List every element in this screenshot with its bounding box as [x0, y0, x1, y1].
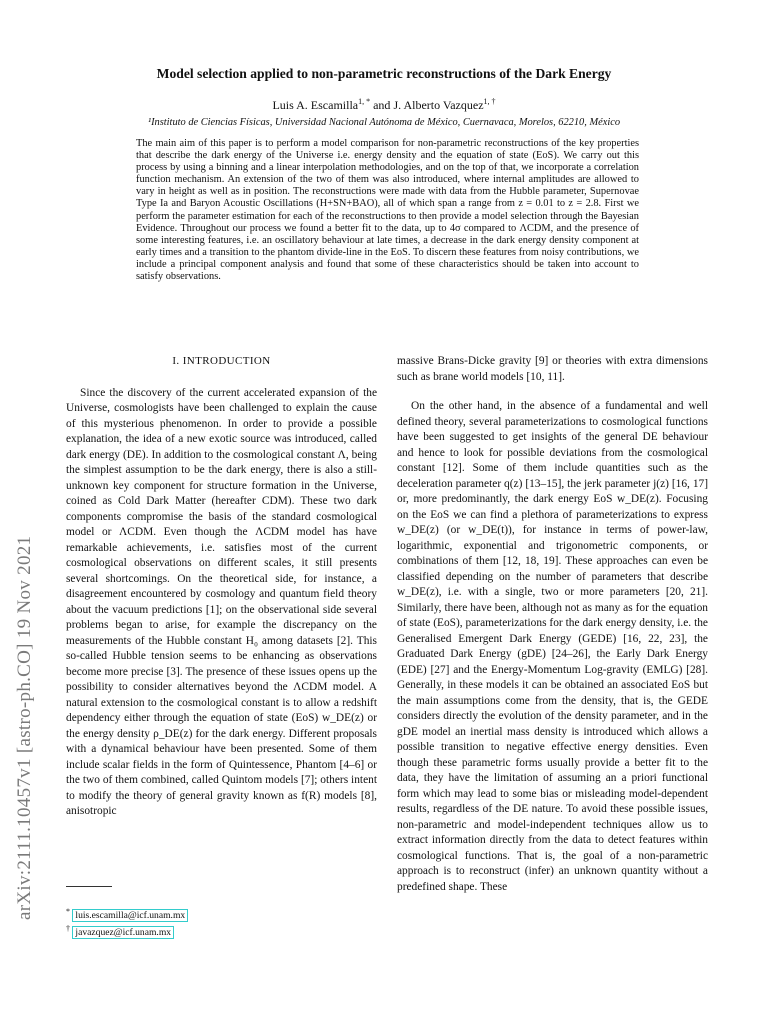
affiliation: ¹Instituto de Ciencias Físicas, Universidad Nacional Autónoma de México, Cuernavaca, Morelos, 62210, México [147, 117, 621, 128]
paragraph: On the other hand, in the absence of a fundamental and well defined theory, several parameterizations to cosmological functions have been suggested to get insights of the general DE behaviour and hence to look for possible deviations from the cosmological constant [12]. Some of them include quantities such as the deceleration parameter q(z) [13–15], the jerk parameter j(z) [16, 17] or, more predominantly, the dark energy EoS w_DE(z). Focusing on the EoS we can find a plethora of parameterizations to express w_DE(z) (or w_DE(t)), for instance in terms of power-law, logarithmic, exponential and trigonometric components, or combinations of them [12, 18, 19]. These approaches can even be classified depending on the number of parameters that describe w_DE(z), i.e. with a single, two or more parameters [20, 21]. Similarly, there have been, although not as many as for the equation of state (EoS), parameterizations for the dark energy density, i.e. the Generalised Emergent Dark Energy (GEDE) [16, 22, 23], the Graduated Dark Energy (gDE) [24–26], the Early Dark Energy (EDE) [27] and the Energy-Momentum Log-gravity (EMLG) [28]. Generally, in these models it can be obtained an associated EoS but the main assumptions come from the density, that is, the GEDE considers directly the evolution of the density parameter, and in the gDE model an inertial mass density is introduced which allows a possible transition to negative effective energy densities. Even though these parametric forms usually provide a better fit to the data, they have the limitation of assuming an a priori functional form which may lead to some bias or misleading model-dependent results, regardless of the DE nature. To avoid these possible issues, non-parametric and model-independent techniques allow us to extract information directly from the data to detect features within cosmological functions. That is, the goal of a non-parametric approach is to reconstruct (infer) an unknown quantity without a predefined shape. These [397, 400, 708, 893]
author-connector: and [373, 98, 391, 112]
footnote-rule [66, 886, 112, 887]
section-heading: I. INTRODUCTION [172, 355, 271, 367]
left-column [66, 354, 377, 820]
abstract: The main aim of this paper is to perform a model comparison for non-parametric reconstructions of the key properties that describe the dark energy of the Universe i.e. energy density and the equation of state (EoS). We carry out this process by using a binning and a linear interpolation methodologies, and on the top of that, we incorporate a correlation function mechanism. An extension of the two of them was also introduced, where internal amplitudes are allowed to vary in height as well as in position. The reconstructions were made with data from the Hubble parameter, Supernovae Type Ia and Baryon Acoustic Oscillations (H+SN+BAO), all of which span a range from z = 0.01 to z = 2.8. First we perform the parameter estimation for each of the reconstructions to then provide a model selection through the Bayesian Evidence. Throughout our process we found a better fit to the data, up to 4σ compared to ΛCDM, and the presence of some interesting features, i.e. an oscillatory behaviour at late times, a decrease in the dark energy density component at early times and a transition to the phantom divide-line in the EoS. To discern these features from noisy contributions, we include a principal component analysis and found that some of these characteristics should be taken into account to satisfy observations. [136, 138, 639, 283]
author-name: Luis A. Escamilla [272, 98, 359, 112]
author-line [0, 97, 768, 113]
footnote [66, 922, 188, 939]
author-name: J. Alberto Vazquez [393, 98, 484, 112]
paragraph: Since the discovery of the current accelerated expansion of the Universe, cosmologists have been challenged to explain the cause of this mysterious phenomenon. In order to provide a possible explanation, the idea of a new exotic source was introduced, called dark energy (DE). In addition to the cosmological constant Λ, being the simplest assumption to be the dark energy, there is also a still-unknown key component for structure formation in the Universe, coined as Cold Dark Matter (hereafter CDM). These two dark components compromise the basis of the standard cosmological model or ΛCDM. Even though the ΛCDM model has have remarkable achievements, i.e. satisfies most of the current cosmological observations on different scales, it still presents several shortcomings. On the theoretical side, for instance, a disagreement encountered by cosmology and quantum field theory about the vacuum predictions [1]; on the observational side several problems began to arise, for example the discrepancy on the measurements of the Hubble constant H₀ among datasets [2]. This so-called Hubble tension seems to be enhancing as observations become more precise [3]. The presence of these issues opens up the possibility to consider alternatives beyond the ΛCDM model. A natural extension to the cosmological constant is to allow a redshift dependency either through the equation of state (EoS) w_DE(z) or the energy density ρ_DE(z) for the dark energy. Different proposals with a dynamical behaviour have been presented. Some of them include scalar fields in the form of Quintessence, Phantom [4–6] or the two of them combined, called Quintom models [7]; others intent to modify the theory of general gravity known as f(R) models [8], anisotropic [66, 386, 377, 817]
footnote [66, 905, 188, 922]
right-column [397, 354, 708, 895]
footnote-mark: * [66, 907, 70, 916]
footnote-mark: † [66, 924, 70, 934]
paper-title: Model selection applied to non-parametric reconstructions of the Dark Energy [156, 66, 612, 81]
email-link[interactable]: luis.escamilla@icf.unam.mx [72, 909, 188, 922]
author-affiliation-mark[interactable]: 1, * [358, 97, 371, 106]
email-link[interactable]: javazquez@icf.unam.mx [72, 926, 174, 939]
author-affiliation-mark[interactable]: 1, † [483, 97, 496, 106]
paragraph: massive Brans-Dicke gravity [9] or theories with extra dimensions such as brane world models [10, 11]. [397, 355, 708, 383]
arxiv-identifier: arXiv:2111.10457v1 [astro-ph.CO] 19 Nov 2021 [14, 535, 35, 920]
footnotes [66, 905, 188, 939]
